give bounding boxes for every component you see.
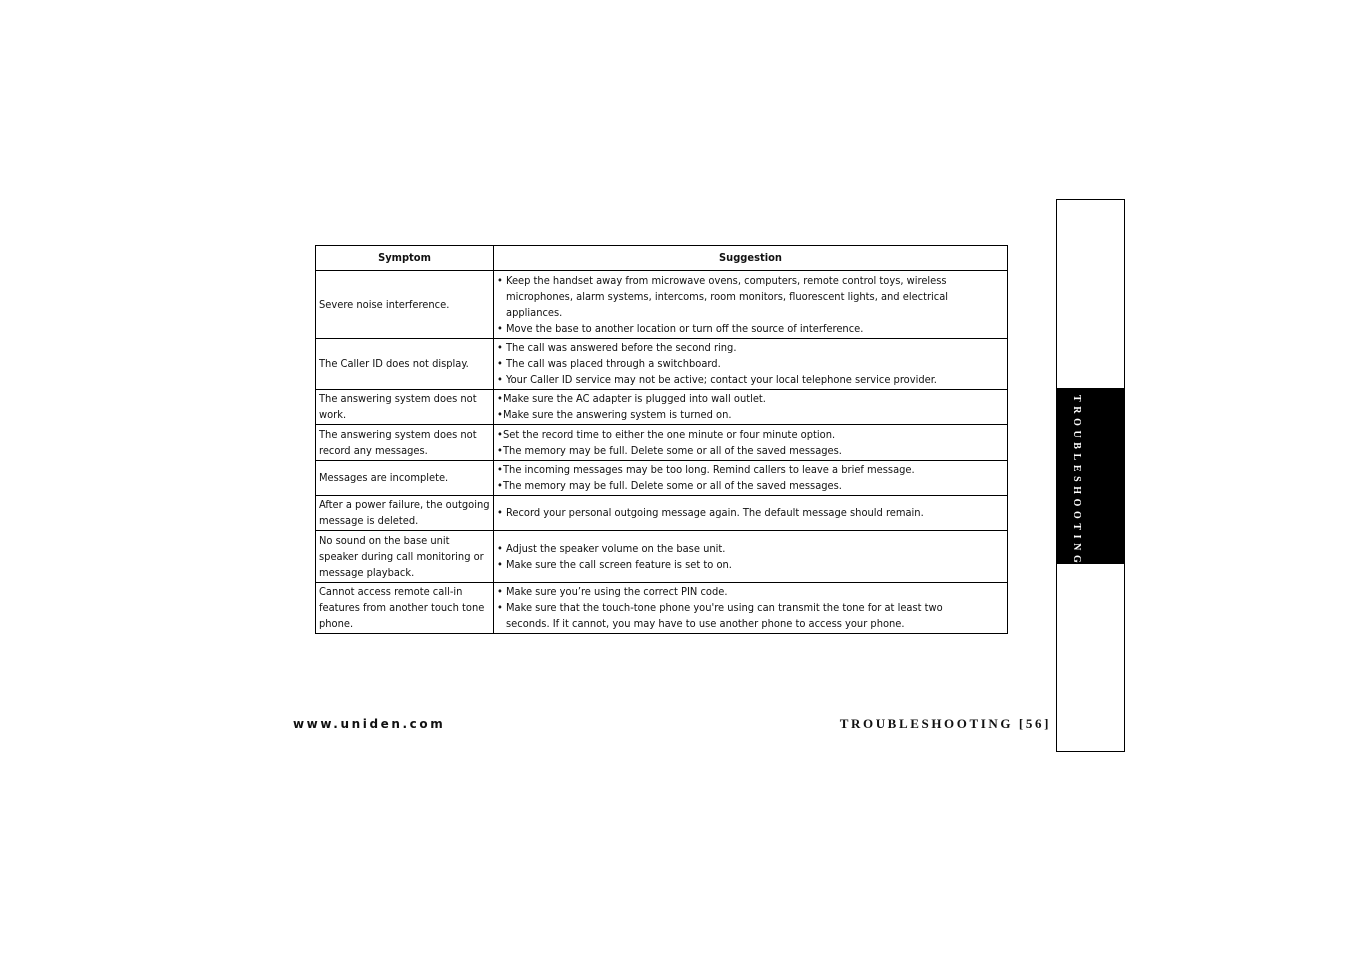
suggestion-text: Make sure the call screen feature is set to on.: [506, 557, 732, 571]
suggestion-item: [497, 600, 1004, 616]
suggestion-item: [497, 407, 1004, 423]
suggestion-cell: [494, 531, 1008, 583]
suggestion-item: [497, 372, 1004, 388]
suggestion-cell: [494, 461, 1008, 496]
table-row: [316, 271, 1008, 339]
table-row: [316, 339, 1008, 390]
symptom-cell: No sound on the base unit speaker during call monitoring or message playback.: [316, 531, 494, 583]
suggestion-text: Make sure that the touch-tone phone you're using can transmit the tone for at least two: [506, 601, 943, 614]
suggestion-text: The incoming messages may be too long. Remind callers to leave a brief message.: [503, 463, 915, 476]
symptom-cell: Severe noise interference.: [316, 271, 494, 339]
symptom-cell: Messages are incomplete.: [316, 461, 494, 496]
symptom-cell: The answering system does not work.: [316, 390, 494, 425]
bullet: •: [497, 479, 503, 492]
suggestion-item: [497, 340, 1004, 356]
bullet: •: [497, 321, 503, 335]
suggestion-cell: [494, 425, 1008, 461]
suggestion-item: [497, 557, 1004, 573]
suggestion-cell: [494, 339, 1008, 390]
suggestion-text: Make sure the AC adapter is plugged into wall outlet.: [503, 392, 766, 405]
bullet: •: [497, 601, 503, 614]
symptom-cell: Cannot access remote call-in features from another touch tone phone.: [316, 583, 494, 634]
suggestion-text: The memory may be full. Delete some or all of the saved messages.: [503, 479, 842, 492]
bullet: •: [497, 585, 503, 598]
suggestion-text: The call was placed through a switchboard.: [506, 357, 721, 370]
suggestion-item: [497, 443, 1004, 459]
suggestion-item-continued: [497, 289, 1004, 305]
suggestion-text: seconds. If it cannot, you may have to use another phone to access your phone.: [506, 617, 905, 630]
suggestion-item: [497, 478, 1004, 494]
bullet: •: [497, 373, 503, 386]
suggestion-text: appliances.: [506, 305, 563, 319]
suggestion-item: [497, 462, 1004, 478]
bullet: •: [497, 463, 503, 476]
side-tab-label: TROUBLESHOOTING: [1071, 395, 1082, 568]
suggestion-cell: [494, 271, 1008, 339]
table-body: [316, 271, 1008, 634]
suggestion-text: Adjust the speaker volume on the base unit.: [506, 541, 726, 555]
bullet: •: [497, 357, 503, 370]
suggestion-item: [497, 273, 1004, 289]
suggestion-item: [497, 427, 1004, 443]
suggestion-text: Set the record time to either the one minute or four minute option.: [503, 427, 836, 441]
suggestion-item: [497, 391, 1004, 407]
suggestion-item: [497, 321, 1004, 337]
bullet: •: [497, 443, 503, 457]
header-suggestion: Suggestion: [494, 246, 1008, 271]
suggestion-item: [497, 541, 1004, 557]
footer-page-label: TROUBLESHOOTING [56]: [839, 716, 1051, 731]
suggestion-text: Your Caller ID service may not be active; contact your local telephone service provider.: [506, 373, 937, 386]
suggestion-text: Make sure the answering system is turned on.: [503, 408, 732, 421]
suggestion-text: The call was answered before the second ring.: [506, 341, 737, 354]
table-row: [316, 461, 1008, 496]
troubleshooting-table: [315, 245, 1008, 634]
suggestion-text: Record your personal outgoing message again. The default message should remain.: [506, 506, 924, 519]
table-row: [316, 496, 1008, 531]
table-row: [316, 425, 1008, 461]
table-header-row: [316, 246, 1008, 271]
symptom-cell: The Caller ID does not display.: [316, 339, 494, 390]
suggestion-text: Make sure you’re using the correct PIN code.: [506, 585, 728, 598]
symptom-cell: After a power failure, the outgoing message is deleted.: [316, 496, 494, 531]
bullet: •: [497, 273, 503, 287]
suggestion-item-continued: [497, 305, 1004, 321]
suggestion-cell: [494, 390, 1008, 425]
suggestion-cell: [494, 583, 1008, 634]
suggestion-text: Move the base to another location or turn off the source of interference.: [506, 321, 864, 335]
bullet: •: [497, 341, 503, 354]
table-row: [316, 390, 1008, 425]
bullet: •: [497, 427, 503, 441]
bullet: •: [497, 506, 503, 519]
suggestion-text: The memory may be full. Delete some or all of the saved messages.: [503, 443, 842, 457]
suggestion-item: [497, 356, 1004, 372]
bullet: •: [497, 392, 503, 405]
table-row: [316, 583, 1008, 634]
footer-url: www.uniden.com: [293, 717, 446, 731]
suggestion-cell: [494, 496, 1008, 531]
suggestion-item: [497, 584, 1004, 600]
symptom-cell: The answering system does not record any messages.: [316, 425, 494, 461]
bullet: •: [497, 408, 503, 421]
bullet: •: [497, 541, 503, 555]
suggestion-text: Keep the handset away from microwave ovens, computers, remote control toys, wireless: [506, 273, 947, 287]
suggestion-text: microphones, alarm systems, intercoms, room monitors, fluorescent lights, and electrical: [506, 289, 949, 303]
bullet: •: [497, 557, 503, 571]
header-symptom: Symptom: [316, 246, 494, 271]
suggestion-item-continued: [497, 616, 1004, 632]
table-row: [316, 531, 1008, 583]
suggestion-item: [497, 505, 1004, 521]
